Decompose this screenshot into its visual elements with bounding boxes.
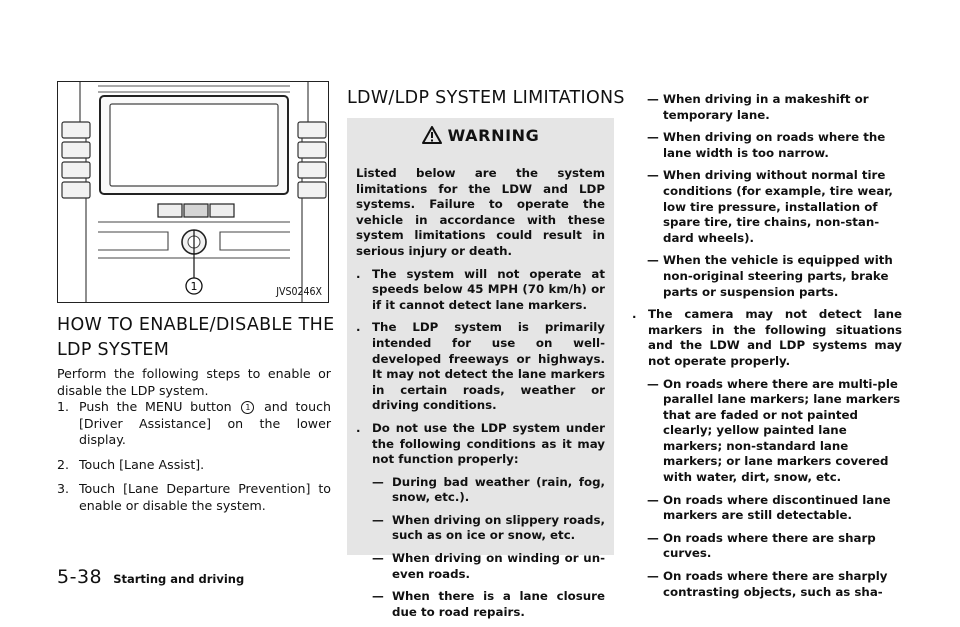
bullet-text: The camera may not detect lane markers in the following situations and the LDW and LDP systems may not operate properly. <box>648 307 902 368</box>
warning-intro: Listed below are the system limitations for the LDW and LDP systems. Failure to operate the vehicle in accordance with these system limitations could result in serious injury or death. <box>356 166 605 258</box>
condition-item <box>632 130 902 161</box>
step-text-post: and touch [Driver Assistance] on the lower display. <box>79 399 331 448</box>
condition-text: When the vehicle is equipped with non-original steering parts, brake parts or suspension parts. <box>663 253 893 299</box>
bullet-text: The LDP system is primarily intended for use on well-developed freeways or highways. It may not detect the lane markers in certain roads, weather or driving conditions. <box>372 320 605 413</box>
step-number: 2. <box>57 456 70 472</box>
dash-mark: — <box>647 530 659 545</box>
situation-text: On roads where discontinued lane markers are still detectable. <box>663 492 891 523</box>
dash-mark: — <box>647 130 659 145</box>
bullet-item <box>356 267 605 314</box>
dashboard-illustration <box>58 82 329 303</box>
bullet-dot: . <box>356 266 361 281</box>
bullet-dot: . <box>632 307 637 322</box>
condition-text: During bad weather (rain, fog, snow, etc.). <box>392 474 605 505</box>
condition-item <box>372 551 605 582</box>
condition-item <box>632 168 902 246</box>
condition-text: When driving in a makeshift or temporary lane. <box>663 92 869 122</box>
bullet-dot: . <box>356 420 361 435</box>
situation-item <box>632 377 902 486</box>
condition-text: When there is a lane closure due to road repairs. <box>392 589 605 619</box>
condition-text: When driving on slippery roads, such as on ice or snow, etc. <box>392 512 605 543</box>
situation-text: On roads where there are multi-ple parallel lane markers; lane markers that are faded or not painted clearly; yellow painted lane markers; non-standard lane markers; or lane markers covered with water, dirt, snow, etc. <box>663 376 901 485</box>
warning-box <box>347 118 614 619</box>
warning-content <box>356 166 605 627</box>
figure-code: JVS0246X <box>276 286 322 298</box>
dash-mark: — <box>647 376 659 391</box>
situation-item <box>632 493 902 524</box>
situation-item <box>632 569 902 600</box>
condition-item <box>372 589 605 620</box>
heading-line-2: LDP SYSTEM <box>57 340 170 360</box>
dash-mark: — <box>647 92 659 106</box>
condition-text: When driving on roads where the lane width is too narrow. <box>663 130 886 160</box>
page-footer <box>57 566 244 588</box>
page-number: 5-38 <box>57 566 103 588</box>
condition-text: When driving on winding or un-even roads. <box>392 551 605 581</box>
step-item <box>57 457 331 474</box>
step-item <box>57 481 331 514</box>
condition-item <box>632 92 902 123</box>
dash-mark: — <box>647 492 659 507</box>
dashboard-figure <box>57 81 329 303</box>
condition-item <box>372 475 605 506</box>
dash-mark: — <box>372 474 384 489</box>
dash-mark: — <box>372 551 384 566</box>
warning-title <box>347 126 614 145</box>
dash-mark: — <box>647 569 659 584</box>
steps-list <box>57 399 331 523</box>
intro-paragraph: Perform the following steps to enable or disable the LDP system. <box>57 366 331 398</box>
step-number: 3. <box>57 481 70 497</box>
situation-item <box>632 531 902 562</box>
step-text: Touch [Lane Departure Prevention] to enable or disable the system. <box>79 481 331 513</box>
dash-mark: — <box>647 168 659 183</box>
step-item <box>57 399 331 449</box>
situation-text: On roads where there are sharply contrasting objects, such as sha- <box>663 569 888 599</box>
section-heading-limitations: LDW/LDP SYSTEM LIMITATIONS <box>347 88 625 108</box>
dash-mark: — <box>372 589 384 604</box>
heading-line-1: HOW TO ENABLE/DISABLE THE <box>57 315 335 335</box>
situation-text: On roads where there are sharp curves. <box>663 530 876 561</box>
callout-label: 1 <box>190 280 198 293</box>
bullet-item <box>356 421 605 621</box>
section-heading-enable <box>57 313 337 363</box>
bullet-text: The system will not operate at speeds below 45 MPH (70 km/h) or if it cannot detect lane markers. <box>372 266 605 312</box>
dash-mark: — <box>647 253 659 268</box>
step-text-pre: Push the MENU button <box>79 399 232 414</box>
step-number: 1. <box>57 399 70 414</box>
chapter-title: Starting and driving <box>113 572 245 586</box>
bullet-item <box>632 307 902 369</box>
step-text: Touch [Lane Assist]. <box>79 456 205 472</box>
dash-mark: — <box>372 512 384 527</box>
circled-number-icon: 1 <box>241 401 254 414</box>
right-column <box>632 92 902 607</box>
warning-title-text: WARNING <box>447 126 540 145</box>
condition-item <box>632 253 902 300</box>
bullet-text: Do not use the LDP system under the following conditions as it may not function properly: <box>372 420 605 467</box>
bullet-item <box>356 320 605 414</box>
warning-triangle-icon <box>422 126 442 144</box>
condition-text: When driving without normal tire conditions (for example, tire wear, low tire pressure, installation of spare tire, tire chains, non-stan-dard wheels). <box>663 168 893 245</box>
bullet-dot: . <box>356 320 361 335</box>
condition-item <box>372 513 605 544</box>
